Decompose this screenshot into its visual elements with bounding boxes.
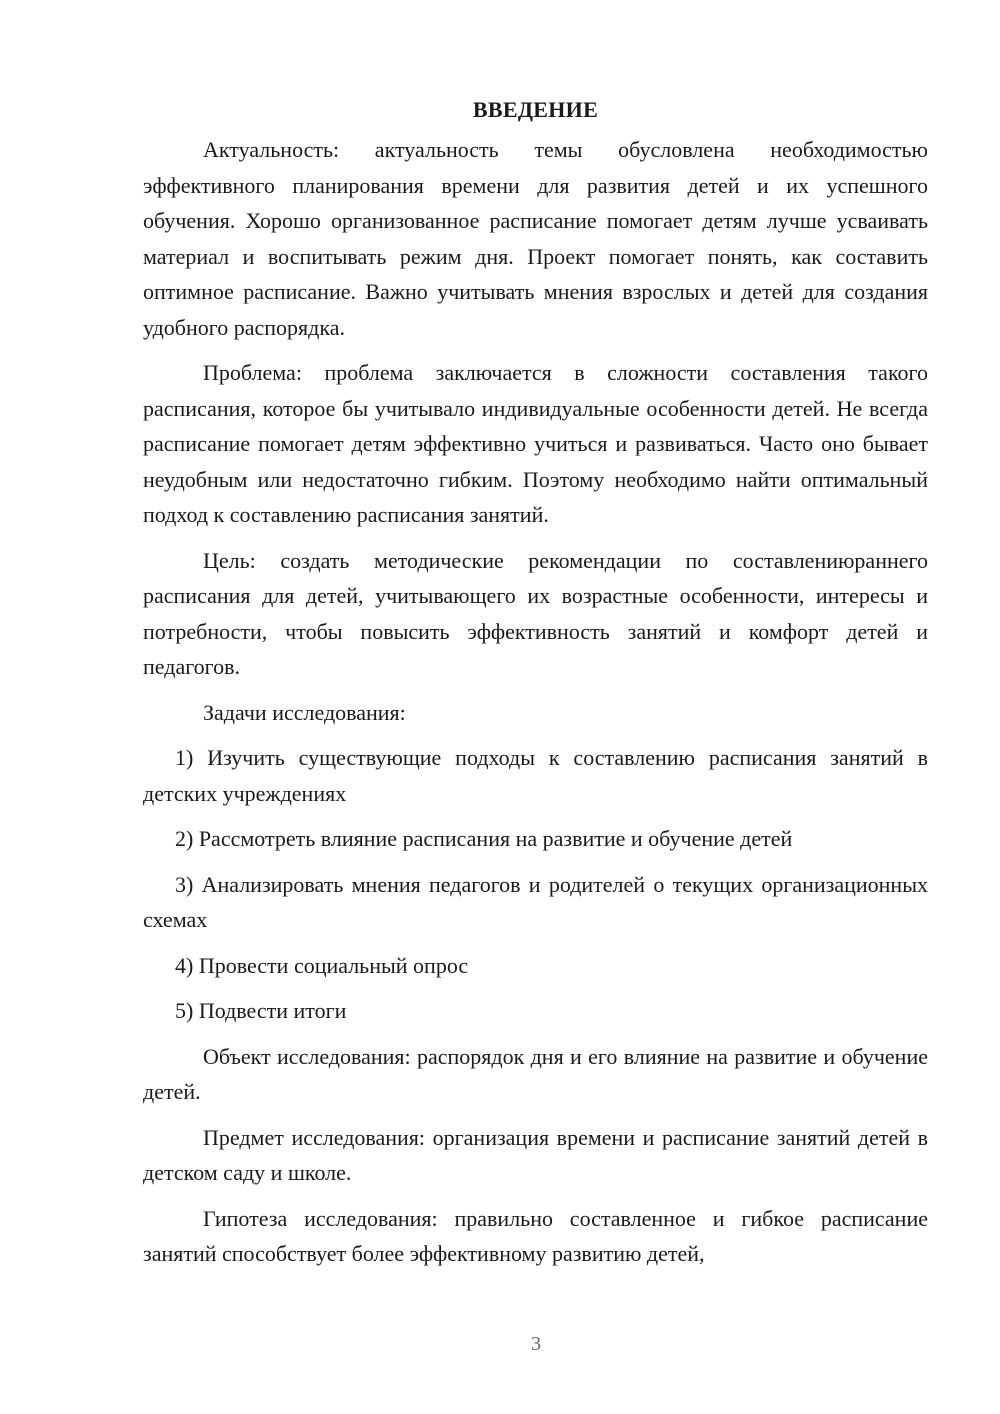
task-item: 4) Провести социальный опрос: [175, 952, 469, 978]
document-page: [143, 92, 928, 1272]
hypothesis-paragraph: Гипотеза исследования: правильно составленное и гибкое расписание занятий способствует более эффективному развитию детей,: [143, 1205, 928, 1266]
task-item: 3) Анализировать мнения педагогов и родителей о текущих организационных схемах: [143, 871, 928, 932]
tasks-list: [143, 740, 928, 1029]
section-title: ВВЕДЕНИЕ: [472, 97, 599, 122]
problem-paragraph: Проблема: проблема заключается в сложности составления такого расписания, которое бы учитывало индивидуальные особенности детей. Не всегда расписание помогает детям эффективно учиться и развиваться. Часто оно бывает неудобным или недостаточно гибким. Поэтому необходимо найти оптимальный подход к составлению расписания занятий.: [143, 360, 928, 527]
goal-paragraph: Цель: создать методические рекомендации по составлениюраннего расписания для детей, учитывающего их возрастные особенности, интересы и потребности, чтобы повысить эффективность занятий и комфорт детей и педагогов.: [143, 547, 928, 679]
task-item: 2) Рассмотреть влияние расписания на развитие и обучение детей: [175, 826, 793, 851]
relevance-paragraph: Актуальность: актуальность темы обусловлена необходимостью эффективного планирования времени для развития детей и их успешного обучения. Хорошо организованное расписание помогает детям лучше усваивать материал и воспитывать режим дня. Проект помогает понять, как составить оптимное расписание. Важно учитывать мнения взрослых и детей для создания удобного распорядка.: [143, 137, 928, 340]
task-item: 5) Подвести итоги: [175, 998, 347, 1023]
tasks-heading: Задачи исследования:: [203, 699, 406, 725]
task-item: 1) Изучить существующие подходы к составлению расписания занятий в детских учреждениях: [143, 745, 928, 806]
page-number: 3: [531, 1333, 541, 1355]
subject-paragraph: Предмет исследования: организация времени и расписание занятий детей в детском саду и школе.: [143, 1124, 928, 1185]
object-paragraph: Объект исследования: распорядок дня и его влияние на развитие и обучение детей.: [143, 1043, 928, 1104]
